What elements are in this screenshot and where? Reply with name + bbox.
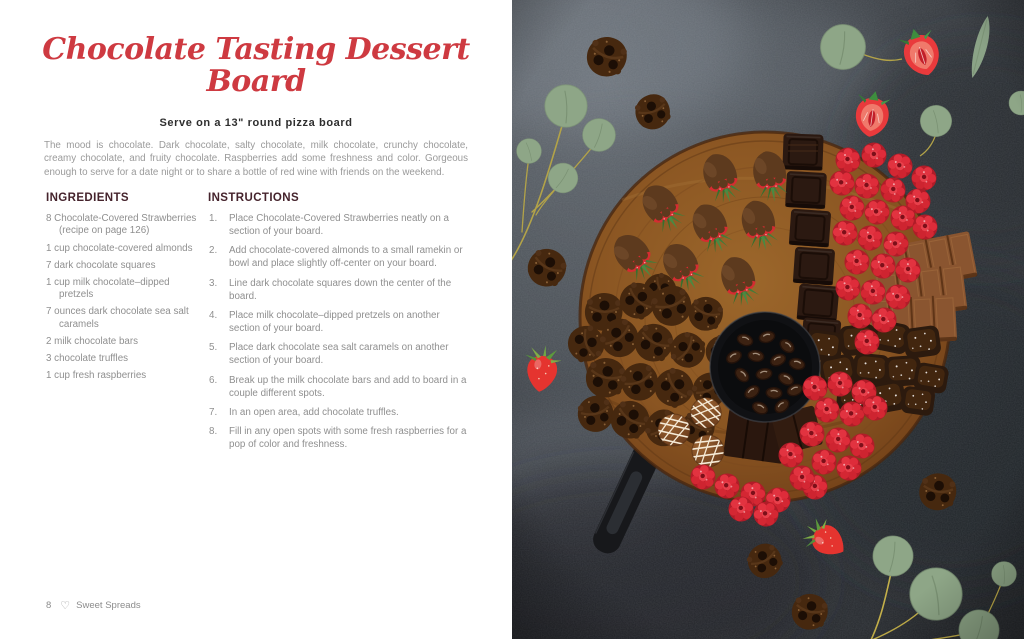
page-footer [46,599,141,612]
ingredient-item: 8 Chocolate-Covered Strawberries (recipe on page 126) [46,212,197,237]
instructions-heading: INSTRUCTIONS [208,191,300,204]
instruction-step: Line dark chocolate squares down the center of the board. [229,277,452,302]
ingredient-item: 7 dark chocolate squares [46,259,156,271]
instruction-step: Place Chocolate-Covered Strawberries neatly on a section of your board. [229,212,449,237]
intro-paragraph: The mood is chocolate. Dark chocolate, salty chocolate, milk chocolate, crunchy chocolate, creamy chocolate, and fruity chocolate. Raspberries add some freshness and color. Gorgeous enough to serve for a date night or to share a bottle of red wine with friends on the weekend. [44,140,468,178]
instruction-step: Fill in any open spots with some fresh raspberries for a pop of color and freshness. [229,426,467,451]
ingredients-section [46,192,198,459]
dessert-board-photo [512,0,1024,639]
ingredient-item: 2 milk chocolate bars [46,335,139,347]
page-number: 8 [46,600,52,611]
photo-vignette [512,0,1024,639]
heart-icon: ♡ [60,600,71,612]
photo-page [512,0,1024,639]
instruction-step: In an open area, add chocolate truffles. [229,407,399,418]
ingredient-item: 1 cup fresh raspberries [46,369,147,381]
instructions-section [208,192,468,459]
ingredients-list [46,213,198,382]
instruction-step: Break up the milk chocolate bars and add to board in a couple different spots. [229,374,467,399]
ingredient-item: 1 cup chocolate-covered almonds [46,242,193,254]
instruction-step: Add chocolate-covered almonds to a small ramekin or bowl and place slightly off-center on your board. [229,245,463,270]
instructions-list [208,213,468,452]
page-title: Chocolate Tasting Dessert Board [42,32,470,99]
ingredients-heading: INGREDIENTS [46,191,129,204]
instruction-step: Place dark chocolate sea salt caramels on another section of your board. [229,342,449,367]
recipe-columns [46,192,468,459]
ingredient-item: 1 cup milk chocolate–dipped pretzels [46,276,170,301]
instruction-step: Place milk chocolate–dipped pretzels on another section of your board. [229,309,440,334]
ingredient-item: 3 chocolate truffles [46,352,129,364]
ingredient-item: 7 ounces dark chocolate sea salt caramels [46,306,189,330]
serving-note: Serve on a 13" round pizza board [159,117,353,129]
section-title: Sweet Spreads [76,600,141,611]
